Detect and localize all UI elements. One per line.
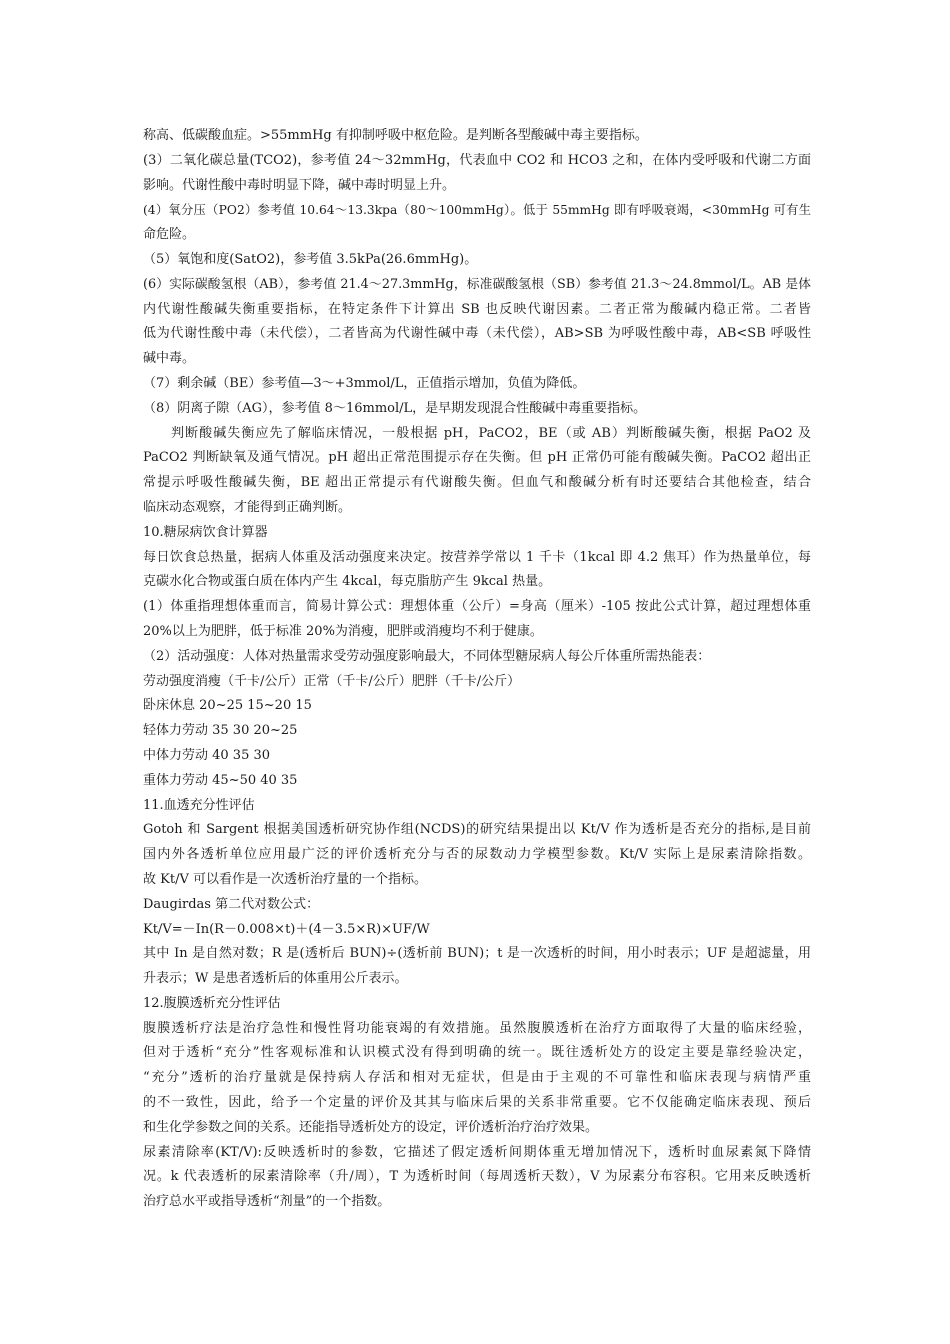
text-line: Kt/V=－In(R－0.008×t)＋(4－3.5×R)×UF/W bbox=[143, 921, 430, 937]
text-line: 况。k 代表透析的尿素清除率（升/周），T 为透析时间（每周透析天数），V 为尿素分布容积。它用来反映透析 bbox=[143, 1169, 811, 1185]
text-line: （5）氧饱和度(SatO2)，参考值 3.5kPa(26.6mmHg)。 bbox=[143, 251, 478, 267]
text-line: 影响。代谢性酸中毒时明显下降，碱中毒时明显上升。 bbox=[143, 177, 456, 193]
document-page bbox=[143, 124, 811, 1215]
text-line: “充分”透析的治疗量就是保持病人存活和相对无症状，但是由于主观的不可靠性和临床表现与病情严重 bbox=[143, 1070, 811, 1086]
text-line: 常提示呼吸性酸碱失衡，BE 超出正常提示有代谢酸失衡。但血气和酸碱分析有时还要结合其他检查，结合 bbox=[143, 475, 811, 491]
text-line: 命危险。 bbox=[143, 227, 196, 243]
text-line: (6）实际碳酸氢根（AB），参考值 21.4～27.3mmHg，标准碳酸氢根（SB）参考值 21.3～24.8mmol/L。AB 是体 bbox=[143, 276, 811, 292]
text-line: 其中 In 是自然对数；R 是(透析后 BUN)÷(透析前 BUN)；t 是一次透析的时间，用小时表示；UF 是超滤量，用 bbox=[143, 946, 811, 962]
text-line: 碱中毒。 bbox=[143, 351, 196, 367]
text-line: 中体力劳动 40 35 30 bbox=[143, 747, 271, 763]
text-line: 每日饮食总热量，据病人体重及活动强度来决定。按营养学常以 1 千卡（1kcal 即 4.2 焦耳）作为热量单位，每 bbox=[143, 549, 811, 565]
text-line: 和生化学参数之间的关系。还能指导透析处方的设定，评价透析治疗治疗效果。 bbox=[143, 1119, 599, 1135]
text-line: 内代谢性酸碱失衡重要指标，在特定条件下计算出 SB 也反映代谢因素。二者正常为酸碱内稳正常。二者皆 bbox=[143, 301, 811, 317]
text-line: 卧床休息 20~25 15~20 15 bbox=[143, 698, 312, 714]
text-line: 的不一致性，因此，给予一个定量的评价及其其与临床后果的关系非常重要。它不仅能确定临床表现、预后 bbox=[143, 1095, 811, 1111]
text-line: （8）阴离子隙（AG），参考值 8～16mmol/L，是早期发现混合性酸碱中毒重要指标。 bbox=[143, 400, 647, 416]
text-line: （7）剩余碱（BE）参考值—3～+3mmol/L，正值指示增加，负值为降低。 bbox=[143, 375, 586, 391]
text-line: 判断酸碱失衡应先了解临床情况，一般根据 pH，PaCO2，BE（或 AB）判断酸碱失衡，根据 PaO2 及 bbox=[171, 425, 811, 441]
text-line: 称高、低碳酸血症。>55mmHg 有抑制呼吸中枢危险。是判断各型酸碱中毒主要指标。 bbox=[143, 128, 648, 143]
text-line: PaCO2 判断缺氧及通气情况。pH 超出正常范围提示存在失衡。但 pH 正常仍可能有酸碱失衡。PaCO2 超出正 bbox=[143, 450, 811, 466]
text-line: 临床动态观察，才能得到正确判断。 bbox=[143, 499, 352, 515]
text-line: 劳动强度消瘦（千卡/公斤）正常（千卡/公斤）肥胖（千卡/公斤） bbox=[143, 673, 521, 689]
text-line: (1）体重指理想体重而言，简易计算公式：理想体重（公斤）=身高（厘米）-105 按此公式计算，超过理想体重 bbox=[143, 599, 811, 615]
text-line: 克碳水化合物或蛋白质在体内产生 4kcal，每克脂肪产生 9kcal 热量。 bbox=[143, 574, 552, 590]
text-line: 20%以上为肥胖，低于标准 20%为消瘦，肥胖或消瘦均不利于健康。 bbox=[143, 623, 543, 639]
text-line: 10.糖尿病饮食计算器 bbox=[143, 524, 268, 540]
text-line: (3）二氧化碳总量(TCO2)，参考值 24～32mmHg，代表血中 CO2 和 HCO3 之和，在体内受呼吸和代谢二方面 bbox=[143, 152, 811, 168]
text-line: （2）活动强度：人体对热量需求受劳动强度影响最大，不同体型糖尿病人每公斤体重所需热能表： bbox=[143, 648, 711, 664]
text-line: 故 Kt/V 可以看作是一次透析治疗量的一个指标。 bbox=[143, 871, 427, 887]
text-line: 但对于透析“充分”性客观标准和认识模式没有得到明确的统一。既往透析处方的设定主要是靠经验决定， bbox=[143, 1045, 811, 1061]
text-line: Daugirdas 第二代对数公式： bbox=[143, 896, 320, 912]
text-line: Gotoh 和 Sargent 根据美国透析研究协作组(NCDS)的研究结果提出以 Kt/V 作为透析是否充分的指标,是目前 bbox=[143, 822, 811, 838]
text-line: 国内外各透析单位应用最广泛的评价透析充分与否的尿数动力学模型参数。Kt/V 实际上是尿素清除指数。 bbox=[143, 847, 811, 863]
text-line: 治疗总水平或指导透析“剂量”的一个指数。 bbox=[143, 1194, 391, 1210]
text-line: 轻体力劳动 35 30 20~25 bbox=[143, 723, 298, 739]
text-line: (4）氧分压（PO2）参考值 10.64～13.3kpa（80～100mmHg）。低于 55mmHg 即有呼吸衰竭，<30mmHg 可有生 bbox=[143, 203, 811, 218]
text-line: 低为代谢性酸中毒（未代偿），二者皆高为代谢性碱中毒（未代偿），AB>SB 为呼吸性酸中毒，AB<SB 呼吸性 bbox=[143, 326, 811, 342]
text-line: 升表示；W 是患者透析后的体重用公斤表示。 bbox=[143, 971, 408, 987]
text-line: 12.腹膜透析充分性评估 bbox=[143, 995, 281, 1011]
text-line: 重体力劳动 45~50 40 35 bbox=[143, 772, 298, 788]
text-line: 腹膜透析疗法是治疗急性和慢性肾功能衰竭的有效措施。虽然腹膜透析在治疗方面取得了大量的临床经验， bbox=[143, 1020, 811, 1036]
text-line: 11.血透充分性评估 bbox=[143, 797, 255, 813]
text-line: 尿素清除率(KT/V):反映透析时的参数，它描述了假定透析间期体重无增加情况下，透析时血尿素氮下降情 bbox=[143, 1144, 811, 1160]
